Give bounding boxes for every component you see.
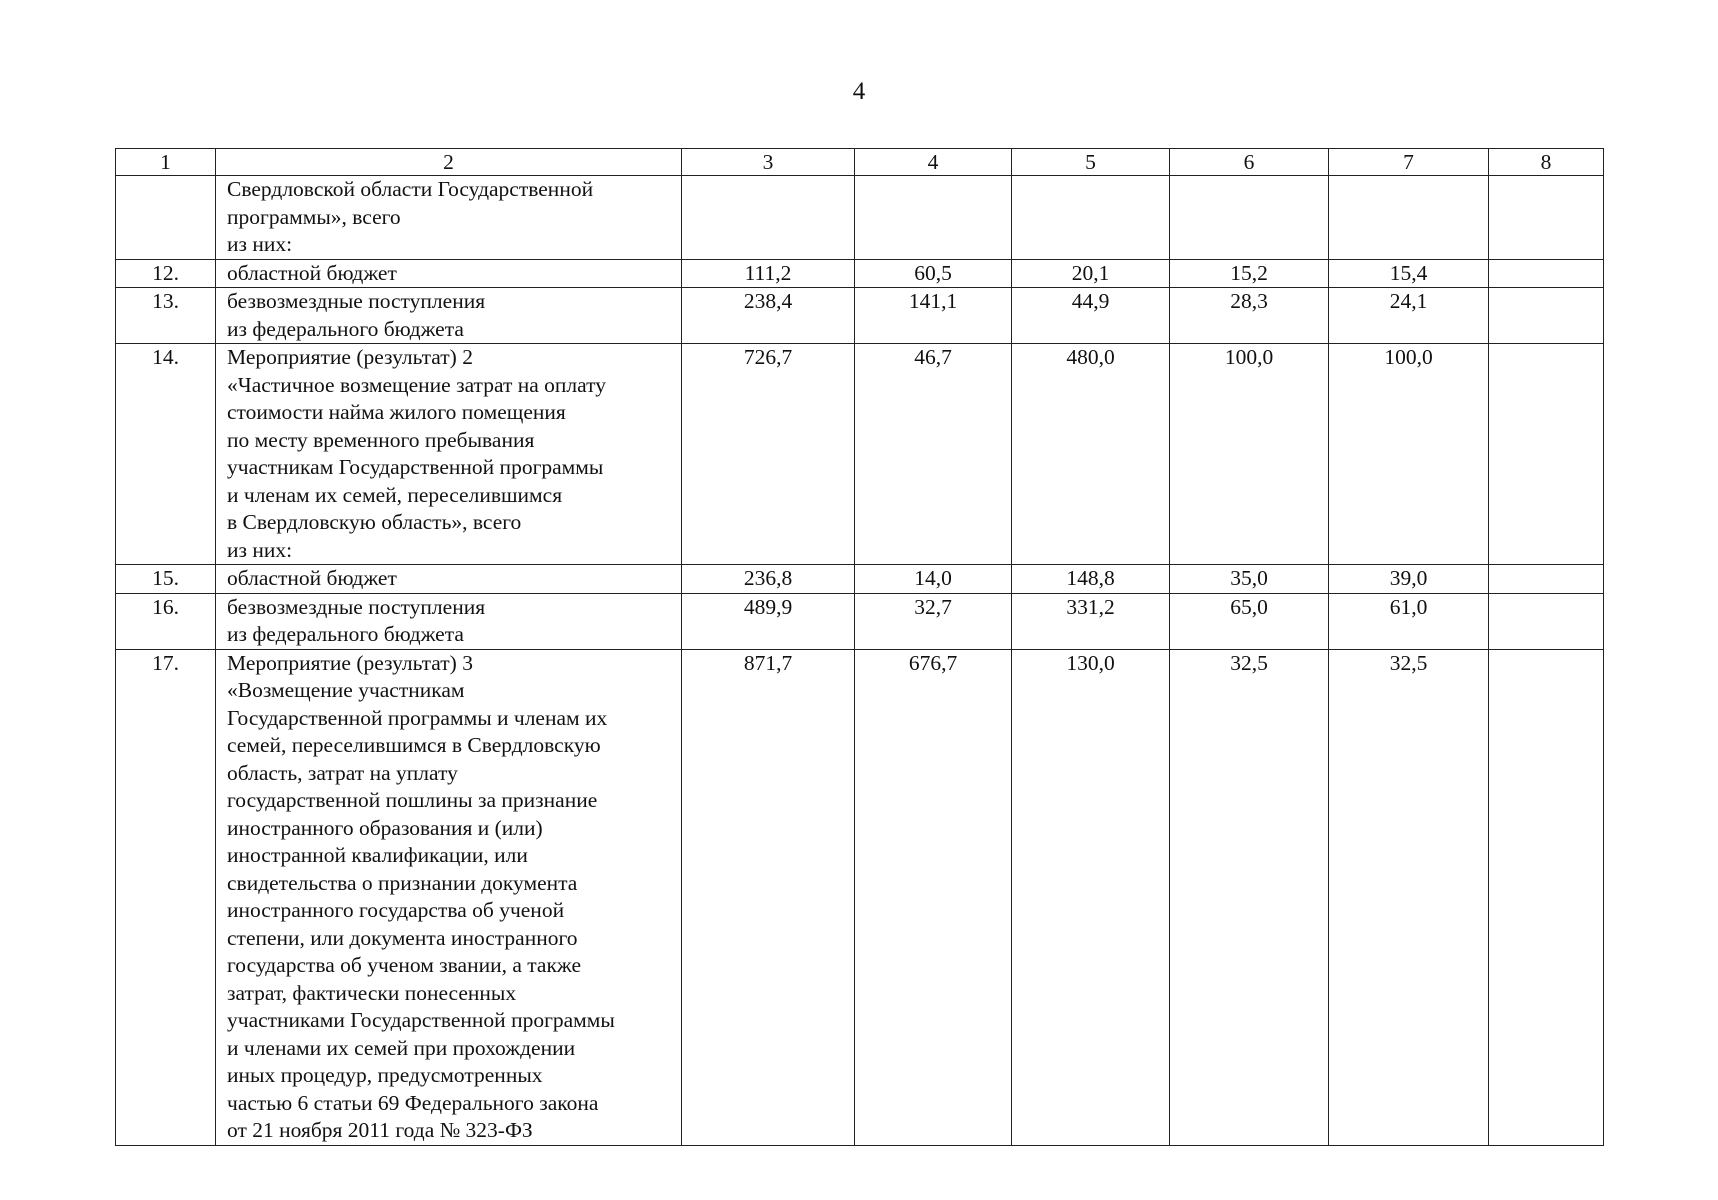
value-col-5: 480,0: [1012, 344, 1170, 565]
value-col-8: [1489, 288, 1604, 344]
value-col-5: [1012, 176, 1170, 260]
value-col-5: 20,1: [1012, 259, 1170, 288]
value-col-7: 32,5: [1329, 649, 1489, 1145]
row-description: Мероприятие (результат) 2 «Частичное возмещение затрат на оплату стоимости найма жилого помещения по месту временного пребывания участникам Государственной программы и членам их семей, переселившимся в Свердловскую область», всего из них:: [216, 344, 682, 565]
value-col-6: 15,2: [1170, 259, 1329, 288]
value-col-7: 24,1: [1329, 288, 1489, 344]
row-number: 17.: [116, 649, 216, 1145]
table-row: [116, 565, 1604, 594]
value-col-4: 676,7: [855, 649, 1012, 1145]
value-col-4: 60,5: [855, 259, 1012, 288]
value-col-3: 236,8: [682, 565, 855, 594]
value-col-6: 35,0: [1170, 565, 1329, 594]
value-col-3: 726,7: [682, 344, 855, 565]
value-col-3: 871,7: [682, 649, 855, 1145]
value-col-5: 130,0: [1012, 649, 1170, 1145]
row-description: областной бюджет: [216, 259, 682, 288]
page-number: 4: [852, 78, 866, 105]
value-col-4: 14,0: [855, 565, 1012, 594]
table-row: [116, 649, 1604, 1145]
table-row: [116, 288, 1604, 344]
value-col-4: 32,7: [855, 593, 1012, 649]
row-description: безвозмездные поступления из федерального бюджета: [216, 288, 682, 344]
value-col-5: 331,2: [1012, 593, 1170, 649]
row-number: 13.: [116, 288, 216, 344]
row-description: безвозмездные поступления из федерального бюджета: [216, 593, 682, 649]
row-description: Свердловской области Государственной программы», всего из них:: [216, 176, 682, 260]
row-number: 16.: [116, 593, 216, 649]
value-col-8: [1489, 259, 1604, 288]
table-row: [116, 593, 1604, 649]
column-header: 2: [216, 149, 682, 176]
value-col-5: 148,8: [1012, 565, 1170, 594]
column-header: 7: [1329, 149, 1489, 176]
value-col-4: 46,7: [855, 344, 1012, 565]
row-number: 12.: [116, 259, 216, 288]
value-col-8: [1489, 344, 1604, 565]
value-col-6: 28,3: [1170, 288, 1329, 344]
row-number: 14.: [116, 344, 216, 565]
value-col-3: 489,9: [682, 593, 855, 649]
column-header: 4: [855, 149, 1012, 176]
value-col-3: 111,2: [682, 259, 855, 288]
value-col-7: 61,0: [1329, 593, 1489, 649]
row-description: Мероприятие (результат) 3 «Возмещение участникам Государственной программы и членам их семей, переселившимся в Свердловскую область, затрат на уплату государственной пошлины за признание иностранного образования и (или) иностранной квалификации, или свидетельства о признании документа иностранного государства об ученой степени, или документа иностранного государства об ученом звании, а также затрат, фактически понесенных участниками Государственной программы и членами их семей при прохождении иных процедур, предусмотренных частью 6 статьи 69 Федерального закона от 21 ноября 2011 года № 323-ФЗ: [216, 649, 682, 1145]
value-col-7: 15,4: [1329, 259, 1489, 288]
column-header: 5: [1012, 149, 1170, 176]
value-col-6: 65,0: [1170, 593, 1329, 649]
column-header: 8: [1489, 149, 1604, 176]
budget-table: [115, 148, 1604, 1146]
value-col-3: 238,4: [682, 288, 855, 344]
row-description: областной бюджет: [216, 565, 682, 594]
value-col-7: 39,0: [1329, 565, 1489, 594]
value-col-6: 100,0: [1170, 344, 1329, 565]
value-col-4: 141,1: [855, 288, 1012, 344]
column-header: 3: [682, 149, 855, 176]
value-col-8: [1489, 565, 1604, 594]
table-header-row: [116, 149, 1604, 176]
table-row: [116, 259, 1604, 288]
value-col-5: 44,9: [1012, 288, 1170, 344]
value-col-4: [855, 176, 1012, 260]
column-header: 1: [116, 149, 216, 176]
value-col-6: 32,5: [1170, 649, 1329, 1145]
column-header: 6: [1170, 149, 1329, 176]
value-col-7: 100,0: [1329, 344, 1489, 565]
value-col-7: [1329, 176, 1489, 260]
row-number: 15.: [116, 565, 216, 594]
table-row: [116, 344, 1604, 565]
value-col-3: [682, 176, 855, 260]
value-col-8: [1489, 649, 1604, 1145]
value-col-8: [1489, 176, 1604, 260]
table-row: [116, 176, 1604, 260]
value-col-8: [1489, 593, 1604, 649]
value-col-6: [1170, 176, 1329, 260]
row-number: [116, 176, 216, 260]
